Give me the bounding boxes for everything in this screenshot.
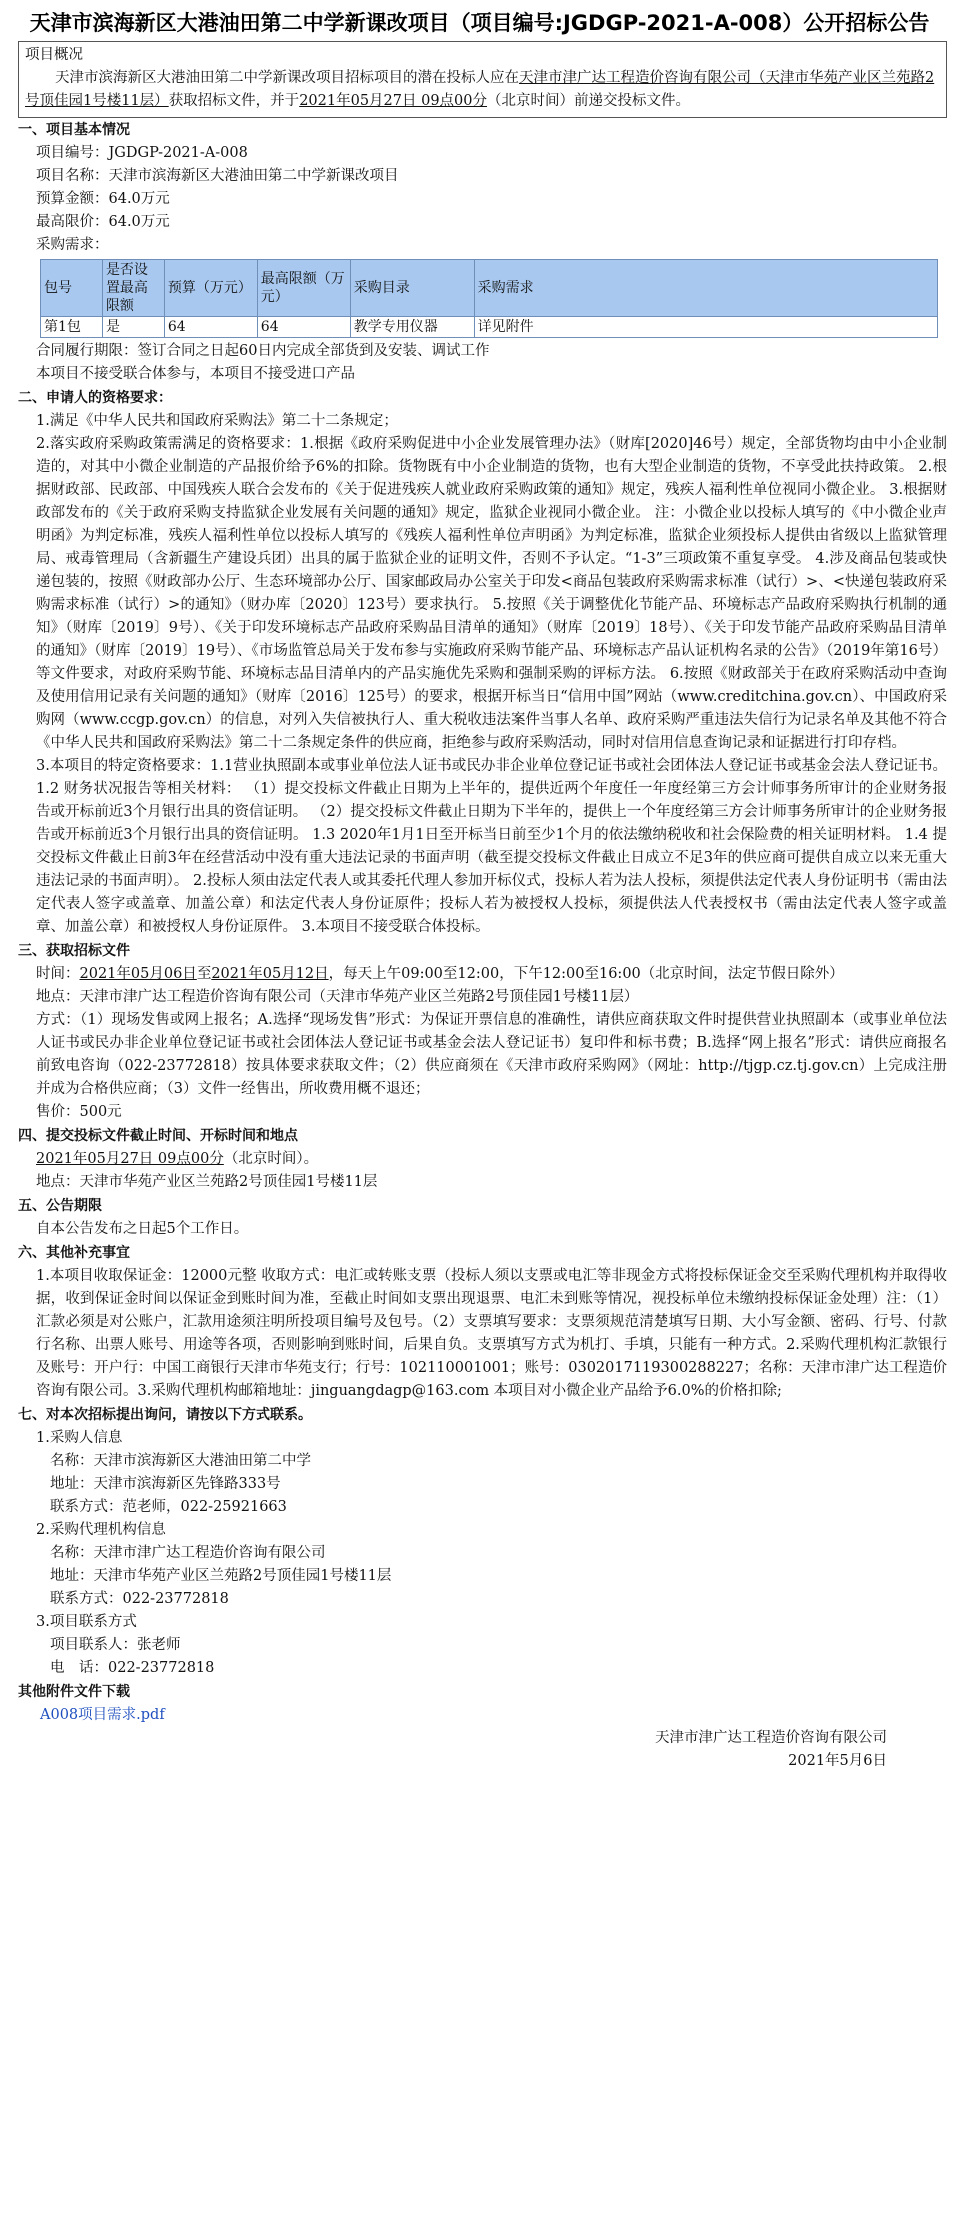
table-header-cell: 采购目录 xyxy=(350,260,474,317)
qualification-item-1: 1.满足《中华人民共和国政府采购法》第二十二条规定； xyxy=(36,413,398,429)
obtain-time-label: 时间： xyxy=(36,966,80,982)
max-price: 最高限价：64.0万元 xyxy=(36,214,170,230)
obtain-method: 方式：（1）现场发售或网上报名；A.选择“现场发售”形式：为保证开票信息的准确性，请供应商获取文件时提供营业执照副本（或事业单位法人证书或民办非企业单位登记证书或社会团体法人登记证书或基金会法人登记证书）复印件和标书费；B.选择“网上报名”形式：请供应商报名前致电咨询（022-23772818）按具体要求获取文件；（2）供应商须在《天津市政府采购网》（网址：http://tjgp.cz.tj.gov.cn）上完成注册并成为合格供应商；（3）文件一经售出，所收费用概不退还； xyxy=(36,1012,947,1097)
section-1-heading: 一、项目基本情况 xyxy=(18,122,130,138)
section-5-heading: 五、公告期限 xyxy=(18,1198,102,1214)
section-2-heading: 二、申请人的资格要求： xyxy=(18,390,172,406)
table-cell: 教学专用仪器 xyxy=(350,317,474,338)
agency-contact: 联系方式：022-23772818 xyxy=(50,1591,229,1607)
table-header-cell: 包号 xyxy=(41,260,103,317)
project-name: 项目名称：天津市滨海新区大港油田第二中学新课改项目 xyxy=(36,168,399,184)
overview-text-c: 获取招标文件，并于 xyxy=(168,93,300,109)
supplementary-matters: 1.本项目收取保证金：12000元整 收取方式：电汇或转账支票（投标人须以支票或电汇等非现金方式将投标保证金交至采购代理机构并取得收据，收到保证金时间以保证金到账时间为准，至截止时间如支票出现退票、电汇未到账等情况，视投标单位未缴纳投标保证金处理）注：（1）汇款必须是对公账户，汇款用途须注明所投项目编号及包号。（2）支票填写要求：支票须规范清楚填写日期、大小写金额、密码、行号、付款行名称、出票人账号、用途等各项，否则影响到账时间，后果自负。支票填写方式为机打、手填，只能有一种方式。2.采购代理机构汇款银行及账号：开户行：中国工商银行天津市华苑支行；行号：102110001001；账号：0302017119300288227；名称：天津市津广达工程造价咨询有限公司。3.采购代理机构邮箱地址：jinguangdagp@163.com 本项目对小微企业产品给予6.0%的价格扣除; xyxy=(36,1268,947,1399)
announcement-body xyxy=(18,119,947,1773)
section-6-heading: 六、其他补充事宜 xyxy=(18,1245,130,1261)
purchaser-info-title: 1.采购人信息 xyxy=(36,1430,123,1446)
overview-text xyxy=(25,67,940,113)
table-cell: 64 xyxy=(164,317,257,338)
obtain-time-hours: ，每天上午09:00至12:00，下午12:00至16:00（北京时间，法定节假日除外） xyxy=(328,966,844,982)
purchaser-address: 地址：天津市滨海新区先锋路333号 xyxy=(50,1476,281,1492)
footer-date: 2021年5月6日 xyxy=(788,1753,887,1769)
agency-name: 名称：天津市津广达工程造价咨询有限公司 xyxy=(50,1545,326,1561)
table-header-cell: 是否设置最高限额 xyxy=(102,260,164,317)
document-price: 售价：500元 xyxy=(36,1104,122,1120)
budget-amount: 预算金额：64.0万元 xyxy=(36,191,170,207)
bid-deadline-date: 2021年05月27日 09点00分 xyxy=(36,1151,224,1167)
procurement-requirement-label: 采购需求： xyxy=(36,237,109,253)
purchaser-name: 名称：天津市滨海新区大港油田第二中学 xyxy=(50,1453,311,1469)
overview-agency-address: 天津市津广达工程造价咨询有限公司（天津市华苑产业区兰苑路2号顶佳园1号楼11层） xyxy=(25,70,935,109)
project-number: 项目编号：JGDGP-2021-A-008 xyxy=(36,145,248,161)
project-contact-phone: 电 话：022-23772818 xyxy=(50,1660,215,1676)
overview-text-a: 天津市滨海新区大港油田第二中学新课改项目招标项目的潜在投标人应在 xyxy=(55,70,519,86)
overview-heading: 项目概况 xyxy=(25,47,83,63)
project-contact-title: 3.项目联系方式 xyxy=(36,1614,137,1630)
overview-deadline: 2021年05月27日 09点00分 xyxy=(299,93,488,109)
table-header-cell: 预算（万元） xyxy=(164,260,257,317)
qualification-item-2: 2.落实政府采购政策需满足的资格要求：1.根据《政府采购促进中小企业发展管理办法》（财库[2020]46号）规定，全部货物均由中小企业制造的，对其中小微企业制造的产品报价给予6%的扣除。货物既有中小企业制造的货物，也有大型企业制造的货物，不享受此扶持政策。 2.根据财政部、民政部、中国残疾人联合会发布的《关于促进残疾人就业政府采购政策的通知》规定，残疾人福利性单位视同小微企业。 3.根据财政部发布的《关于政府采购支持监狱企业发展有关问题的通知》规定，监狱企业视同小微企业。 注：小微企业以投标人填写的《中小微企业声明函》为判定标准，残疾人福利性单位以投标人填写的《残疾人福利性单位声明函》为判定标准，监狱企业须投标人提供由省级以上监狱管理局、戒毒管理局（含新疆生产建设兵团）出具的属于监狱企业的证明文件，否则不予认定。“1-3”三项政策不重复享受。 4.涉及商品包装或快递包装的，按照《财政部办公厅、生态环境部办公厅、国家邮政局办公室关于印发<商品包装政府采购需求标准（试行）>、<快递包装政府采购需求标准（试行）>的通知》（财办库〔2020〕123号）要求执行。 5.按照《关于调整优化节能产品、环境标志产品政府采购执行机制的通知》（财库〔2019〕9号）、《关于印发环境标志产品政府采购品目清单的通知》（财库〔2019〕18号）、《关于印发节能产品政府采购品目清单的通知》（财库〔2019〕19号）、《市场监管总局关于发布参与实施政府采购节能产品、环境标志产品认证机构名录的公告》（2019年第16号）等文件要求，对政府采购节能、环境标志品目清单内的产品实施优先采购和强制采购的评标方法。 6.按照《财政部关于在政府采购活动中查询及使用信用记录有关问题的通知》（财库〔2016〕125号）的要求，根据开标当日“信用中国”网站（www.creditchina.gov.cn）、中国政府采购网（www.ccgp.gov.cn）的信息，对列入失信被执行人、重大税收违法案件当事人名单、政府采购严重违法失信行为记录名单及其他不符合《中华人民共和国政府采购法》第二十二条规定条件的供应商，拒绝参与政府采购活动，同时对信用信息查询记录和证据进行打印存档。 xyxy=(36,436,947,751)
footer-organization: 天津市津广达工程造价咨询有限公司 xyxy=(655,1730,887,1746)
section-3-heading: 三、获取招标文件 xyxy=(18,943,130,959)
table-cell: 是 xyxy=(102,317,164,338)
table-cell: 详见附件 xyxy=(474,317,937,338)
overview-text-e: （北京时间）前递交投标文件。 xyxy=(487,93,691,109)
project-contact-person: 项目联系人：张老师 xyxy=(50,1637,181,1653)
obtain-place: 地点：天津市津广达工程造价咨询有限公司（天津市华苑产业区兰苑路2号顶佳园1号楼11层） xyxy=(36,989,639,1005)
agency-info-title: 2.采购代理机构信息 xyxy=(36,1522,166,1538)
table-row xyxy=(41,317,938,338)
bid-deadline-note: （北京时间）。 xyxy=(223,1151,319,1167)
obtain-end-date: 2021年05月12日 xyxy=(211,966,329,982)
section-7-heading: 七、对本次招标提出询问，请按以下方式联系。 xyxy=(18,1407,312,1423)
page-title: 天津市滨海新区大港油田第二中学新课改项目（项目编号:JGDGP-2021-A-008）公开招标公告 xyxy=(29,11,930,35)
obtain-time xyxy=(18,963,947,986)
section-4-heading: 四、提交投标文件截止时间、开标时间和地点 xyxy=(18,1128,298,1144)
table-header-cell: 采购需求 xyxy=(474,260,937,317)
qualification-item-3: 3.本项目的特定资格要求：1.1营业执照副本或事业单位法人证书或民办非企业单位登记证书或社会团体法人登记证书或基金会法人登记证书。 1.2 财务状况报告等相关材料： （1）提交投标文件截止日期为上半年的，提供近两个年度任一年度经第三方会计师事务所审计的企业财务报告或开标前近3个月银行出具的资信证明。 （2）提交投标文件截止日期为下半年的，提供上一个年度经第三方会计师事务所审计的企业财务报告或开标前近3个月银行出具的资信证明。 1.3 2020年1月1日至开标当日前至少1个月的依法缴纳税收和社会保险费的相关证明材料。 1.4 提交投标文件截止日前3年在经营活动中没有重大违法记录的书面声明（截至提交投标文件截止日成立不足3年的供应商可提供自成立以来无重大违法记录的书面声明）。 2.投标人须由法定代表人或其委托代理人参加开标仪式，投标人若为法人投标，须提供法定代表人身份证明书（需由法定代表人签字或盖章、加盖公章）和法定代表人身份证原件；投标人若为被授权人投标，须提供法人代表授权书（需由法定代表人签字或盖章、加盖公章）和被授权人身份证原件。 3.本项目不接受联合体投标。 xyxy=(36,758,947,935)
table-cell: 第1包 xyxy=(41,317,103,338)
bid-place: 地点：天津市华苑产业区兰苑路2号顶佳园1号楼11层 xyxy=(36,1174,378,1190)
table-header-row xyxy=(41,260,938,317)
procurement-table xyxy=(40,259,938,338)
consortium-note: 本项目不接受联合体参与，本项目不接受进口产品 xyxy=(36,366,355,382)
attachments-heading: 其他附件文件下载 xyxy=(18,1684,130,1700)
project-overview-box xyxy=(18,41,947,118)
contract-period: 合同履行期限：签订合同之日起60日内完成全部货到及安装、调试工作 xyxy=(36,343,490,359)
attachment-link[interactable]: A008项目需求.pdf xyxy=(40,1707,165,1723)
table-cell: 64 xyxy=(257,317,350,338)
notice-period: 自本公告发布之日起5个工作日。 xyxy=(36,1221,249,1237)
agency-address: 地址：天津市华苑产业区兰苑路2号顶佳园1号楼11层 xyxy=(50,1568,392,1584)
obtain-start-date: 2021年05月06日 xyxy=(79,966,197,982)
table-header-cell: 最高限额（万元） xyxy=(257,260,350,317)
purchaser-contact: 联系方式：范老师，022-25921663 xyxy=(50,1499,287,1515)
bid-deadline xyxy=(18,1148,947,1171)
obtain-time-to: 至 xyxy=(196,966,212,982)
